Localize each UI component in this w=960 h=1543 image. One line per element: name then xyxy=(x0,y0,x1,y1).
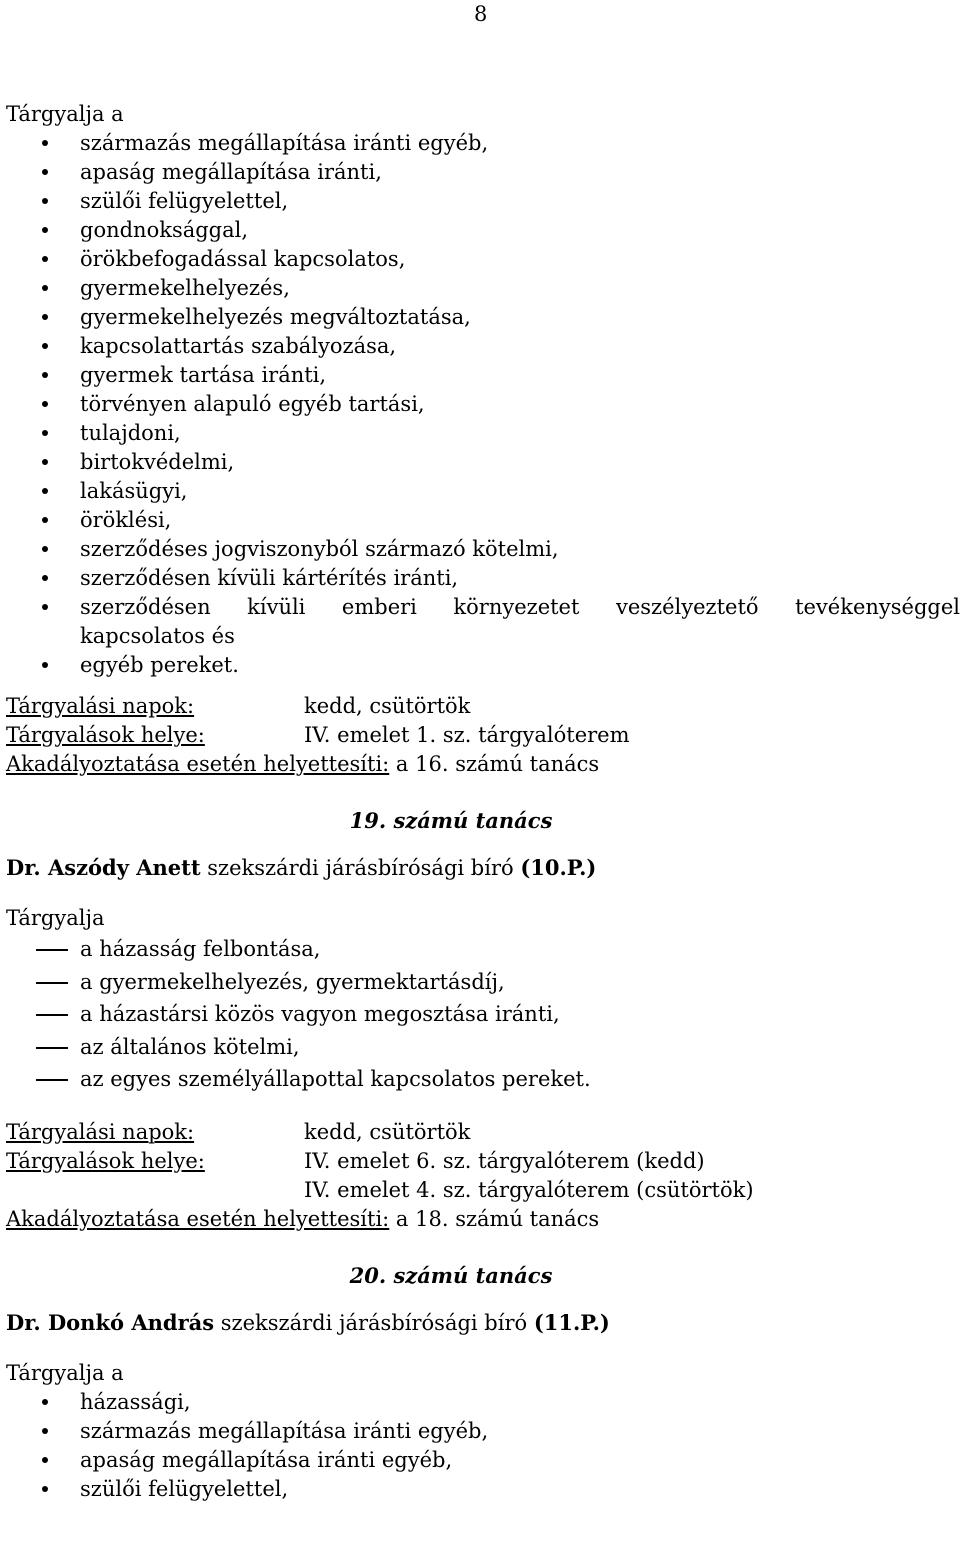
substitute-row xyxy=(6,750,956,779)
judge-title: szekszárdi járásbírósági bíró xyxy=(200,856,521,880)
bullet-icon xyxy=(42,662,48,668)
list-item: örökbefogadással kapcsolatos, xyxy=(6,245,956,274)
list-item-justified xyxy=(6,593,960,651)
bullet-icon xyxy=(42,401,48,407)
page-number: 8 xyxy=(474,2,488,26)
bullet-icon xyxy=(42,256,48,262)
section3-intro: Tárgyalja a xyxy=(6,1360,124,1385)
judge-name: Dr. Donkó András xyxy=(6,1309,215,1335)
hearing-days-value: kedd, csütörtök xyxy=(304,694,471,718)
dash-icon xyxy=(36,949,68,951)
section2-intro: Tárgyalja xyxy=(6,906,105,930)
bullet-icon xyxy=(42,198,48,204)
bullet-icon xyxy=(42,343,48,349)
list-item: az egyes személyállapottal kapcsolatos pereket. xyxy=(6,1063,956,1096)
justified-line: szerződésen kívüli emberi környezetet veszélyeztető tevékenységgel xyxy=(80,595,960,619)
bullet-icon xyxy=(42,1486,48,1492)
hearing-days-value: kedd, csütörtök xyxy=(304,1119,471,1144)
list-item: egyéb pereket. xyxy=(6,651,956,680)
list-item: a gyermekelhelyezés, gyermektartásdíj, xyxy=(6,966,956,999)
list-item: apaság megállapítása iránti egyéb, xyxy=(6,1446,956,1475)
substitute-value: a 18. számú tanács xyxy=(389,1206,600,1231)
list-item: birtokvédelmi, xyxy=(6,448,956,477)
judge-title: szekszárdi járásbírósági bíró xyxy=(214,1310,534,1335)
section3-case-list xyxy=(6,1388,956,1504)
list-item: öröklési, xyxy=(6,506,956,535)
list-item: szülői felügyelettel, xyxy=(6,1475,956,1504)
list-item: gyermekelhelyezés, xyxy=(6,274,956,303)
bullet-icon xyxy=(42,430,48,436)
bullet-icon xyxy=(42,517,48,523)
list-item: szerződéses jogviszonyból származó kötelmi, xyxy=(6,535,956,564)
hearing-place-value: IV. emelet 6. sz. tárgyalóterem (kedd) xyxy=(304,1148,705,1173)
list-item: származás megállapítása iránti egyéb, xyxy=(6,1417,956,1446)
bullet-icon xyxy=(42,1428,48,1434)
bullet-icon xyxy=(42,459,48,465)
list-item: az általános kötelmi, xyxy=(6,1031,956,1064)
hearing-place-value-2: IV. emelet 4. sz. tárgyalóterem (csütörtök) xyxy=(304,1177,754,1202)
judge-line xyxy=(6,1308,956,1337)
hearing-days-label: Tárgyalási napok: xyxy=(6,1119,195,1144)
hearing-place-label: Tárgyalások helye: xyxy=(6,723,205,747)
list-item: apaság megállapítása iránti, xyxy=(6,158,956,187)
justified-continuation: kapcsolatos és xyxy=(80,624,235,648)
list-item: gondnoksággal, xyxy=(6,216,956,245)
list-item: lakásügyi, xyxy=(6,477,956,506)
hearing-days-label: Tárgyalási napok: xyxy=(6,694,195,718)
list-item: a házasság felbontása, xyxy=(6,933,956,966)
bullet-icon xyxy=(42,140,48,146)
judge-line xyxy=(6,853,956,882)
hearing-place-row xyxy=(6,721,956,750)
list-item: gyermek tartása iránti, xyxy=(6,361,956,390)
council-title: 20. számú tanács xyxy=(349,1262,553,1288)
council-title: 19. számú tanács xyxy=(349,808,553,833)
bullet-icon xyxy=(42,575,48,581)
judge-code: (10.P.) xyxy=(520,855,597,880)
section1-intro: Tárgyalja a xyxy=(6,102,124,126)
hearing-place-row-2 xyxy=(6,1176,956,1205)
bullet-icon xyxy=(42,604,48,610)
dash-icon xyxy=(36,982,68,984)
section2-case-list xyxy=(6,933,956,1096)
list-item: gyermekelhelyezés megváltoztatása, xyxy=(6,303,956,332)
substitute-label: Akadályoztatása esetén helyettesíti: xyxy=(6,1206,390,1231)
list-item: kapcsolattartás szabályozása, xyxy=(6,332,956,361)
bullet-icon xyxy=(42,169,48,175)
list-item: a házastársi közös vagyon megosztása iránti, xyxy=(6,998,956,1031)
hearing-place-label: Tárgyalások helye: xyxy=(6,1148,205,1173)
hearing-days-row xyxy=(6,692,956,721)
bullet-icon xyxy=(42,1457,48,1463)
dash-icon xyxy=(36,1047,68,1049)
list-item: szerződésen kívüli kártérítés iránti, xyxy=(6,564,956,593)
hearing-place-row xyxy=(6,1147,956,1176)
section1-case-list xyxy=(6,129,960,680)
list-item: törvényen alapuló egyéb tartási, xyxy=(6,390,956,419)
bullet-icon xyxy=(42,1399,48,1405)
substitute-label: Akadályoztatása esetén helyettesíti: xyxy=(6,752,390,776)
list-item: házassági, xyxy=(6,1388,956,1417)
bullet-icon xyxy=(42,285,48,291)
dash-icon xyxy=(36,1079,68,1081)
document-body xyxy=(6,100,960,1504)
bullet-icon xyxy=(42,546,48,552)
bullet-icon xyxy=(42,227,48,233)
bullet-icon xyxy=(42,488,48,494)
list-item: tulajdoni, xyxy=(6,419,956,448)
list-item: szülői felügyelettel, xyxy=(6,187,956,216)
hearing-place-value: IV. emelet 1. sz. tárgyalóterem xyxy=(304,723,630,747)
judge-name: Dr. Aszódy Anett xyxy=(6,855,201,880)
bullet-icon xyxy=(42,314,48,320)
judge-code: (11.P.) xyxy=(533,1309,610,1335)
list-item: származás megállapítása iránti egyéb, xyxy=(6,129,956,158)
hearing-days-row xyxy=(6,1118,956,1147)
substitute-value: a 16. számú tanács xyxy=(389,752,600,776)
dash-icon xyxy=(36,1014,68,1016)
substitute-row xyxy=(6,1205,956,1234)
bullet-icon xyxy=(42,372,48,378)
